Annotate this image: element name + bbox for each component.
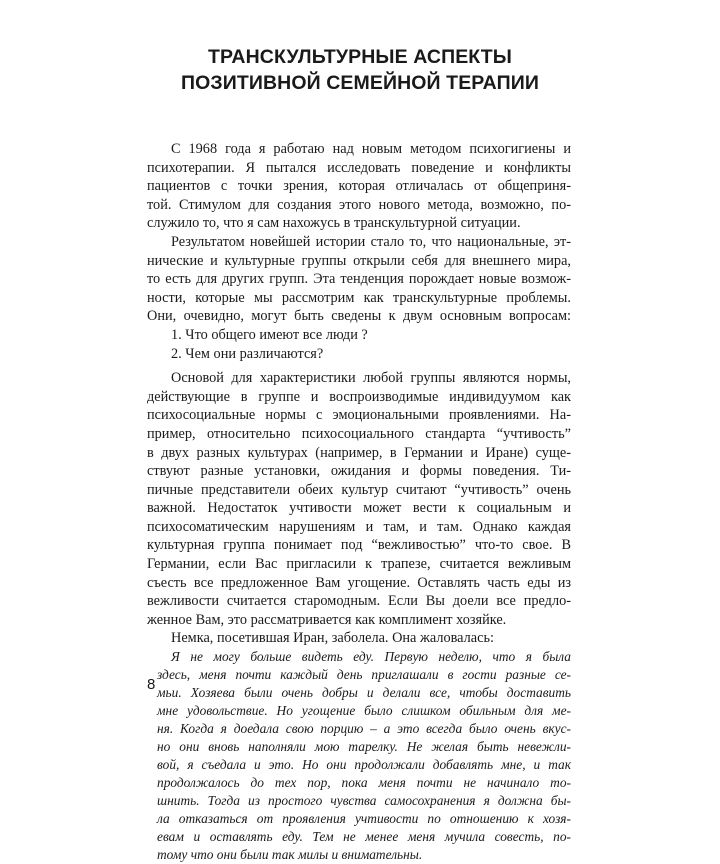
quote-line: ня. Когда я доедала свою порцию – а это всегда было очень вкус- (157, 721, 571, 737)
paragraph-2 (147, 233, 571, 326)
text-line: Результатом новейшей истории стало то, что национальные, эт- (171, 233, 571, 250)
numbered-list (147, 326, 571, 363)
text-line: С 1968 года я работаю над новым методом психогигиены и (171, 141, 571, 157)
quote-line: тому что они были так милы и внимательны. (157, 847, 423, 863)
text-line: Они, очевидно, могут быть сведены к двум основным вопросам: (147, 308, 571, 325)
quote-line: шнить. Тогда из простого чувства самосохранения я должна бы- (157, 793, 571, 809)
text-line: культурная группа понимает под “вежливостью” что-то свое. В (147, 537, 571, 554)
text-line: в двух разных культурах (например, в Германии и Иране) суще- (147, 444, 571, 461)
text-line: пичные представители обеих культур считают “учтивость” очень (147, 481, 571, 498)
text-line: психосоматическим нарушениям и там, и там. Однако каждая (147, 518, 571, 535)
text-line: важной. Недостаток учтивости может вести к социальным и (147, 500, 571, 517)
quoted-complaint (147, 648, 571, 864)
quote-line: мьи. Хозяева были очень добры и делали все, чтобы доставить (157, 685, 571, 701)
paragraph-4 (147, 629, 571, 648)
text-line: ности, которые мы рассмотрим как транскультурные проблемы. (147, 289, 571, 306)
quote-line: продолжалось до тех пор, пока меня почти не начинало то- (157, 775, 571, 791)
text-line: пациентов с точки зрения, которая отличалась от общеприня- (147, 178, 571, 195)
quote-line: ла отказаться от проявления учтивости по отношению к хозя- (157, 811, 571, 827)
text-line: психосоциальные нормы с эмоциональными проявлениями. На- (147, 407, 571, 424)
quote-line: вой, я съедала и это. Но они продолжали добавлять мне, и так (157, 757, 571, 773)
text-line: нические и культурные группы открыли себя для внешнего мира, (147, 252, 571, 269)
text-line: женное Вам, это рассматривается как комплимент хозяйке. (147, 611, 507, 628)
text-line: той. Стимулом для создания этого нового метода, возможно, по- (147, 196, 571, 213)
text-line: вежливости считается старомодным. Если Вы доели все предло- (147, 593, 571, 610)
quote-line: мне удовольствие. Но угощение было слишком обильным для ме- (157, 703, 571, 719)
quote-line: Я не могу больше видеть еду. Первую неделю, что я была (171, 649, 571, 665)
quote-line: но они вновь наполняли мою тарелку. Не желая быть невежли- (157, 739, 571, 755)
text-line: Основой для характеристики любой группы являются нормы, (171, 370, 571, 387)
text-line: Немка, посетившая Иран, заболела. Она жаловалась: (171, 630, 494, 647)
quote-line: здесь, меня почти каждый день приглашали в гости разные се- (157, 667, 571, 683)
quote-line: евам и оставлять еду. Тем не менее меня мучила совесть, по- (157, 829, 571, 845)
text-line: пример, относительно психосоциального стандарта “учтивость” (147, 425, 571, 442)
text-line: служило то, что я сам нахожусь в транскультурной ситуации. (147, 215, 521, 232)
list-item: 1. Что общего имеют все люди ? (171, 326, 368, 343)
text-line: психотерапии. Я пытался исследовать поведение и конфликты (147, 159, 571, 176)
paragraph-1 (147, 140, 571, 233)
text-line: действующие в группе и воспроизводимые индивидуумом как (147, 388, 571, 405)
page-number: 8 (147, 676, 156, 693)
chapter-title-line: ПОЗИТИВНОЙ СЕМЕЙНОЙ ТЕРАПИИ (181, 72, 539, 94)
text-line: то есть для других групп. Эта тенденция порождает новые возмож- (147, 271, 571, 288)
paragraph-3 (147, 369, 571, 629)
text-line: Германии, если Вас пригласили к трапезе, считается вежливым (147, 556, 571, 573)
body-text (147, 140, 571, 864)
text-line: съесть все предложенное Вам угощение. Оставлять часть еды из (147, 574, 571, 591)
list-item: 2. Чем они различаются? (171, 345, 324, 362)
chapter-title-line: ТРАНСКУЛЬТУРНЫЕ АСПЕКТЫ (208, 46, 512, 68)
text-line: ствуют разные установки, ожидания и формы поведения. Ти- (147, 463, 571, 480)
chapter-title (150, 44, 570, 96)
